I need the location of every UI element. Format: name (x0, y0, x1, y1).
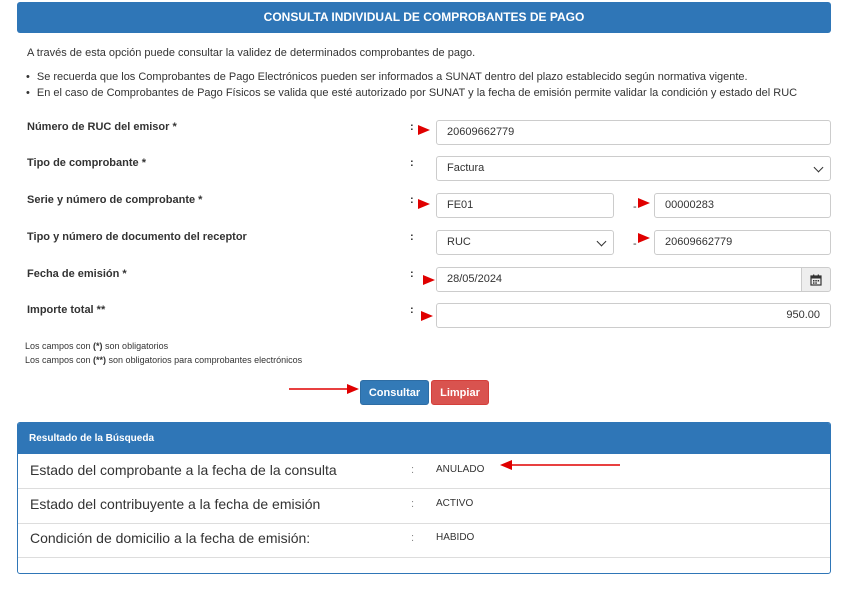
page-title: CONSULTA INDIVIDUAL DE COMPROBANTES DE PAGO (17, 2, 831, 33)
doc-receptor-colon: : (410, 231, 414, 243)
annotation-arrow-icon (421, 311, 433, 321)
annotation-arrow-icon (423, 275, 435, 285)
ruc-colon: : (410, 121, 414, 133)
result-colon: : (411, 464, 415, 476)
results-title: Resultado de la Búsqueda (18, 423, 830, 454)
serie-numero-label: Serie y número de comprobante * (27, 194, 203, 206)
result-value: HABIDO (436, 532, 475, 543)
fecha-emision-input[interactable]: 28/05/2024 (436, 267, 802, 292)
numero-documento-input[interactable]: 20609662779 (654, 230, 831, 255)
doc-receptor-label: Tipo y número de documento del receptor (27, 231, 247, 243)
note-mark: (**) (93, 355, 107, 365)
result-row (18, 523, 830, 558)
tipo-comprobante-colon: : (410, 157, 414, 169)
result-label: Condición de domicilio a la fecha de emisión: (30, 530, 311, 546)
serie-numero-colon: : (410, 194, 414, 206)
fecha-emision-label: Fecha de emisión * (27, 268, 127, 280)
result-colon: : (411, 532, 415, 544)
note-text: son obligatorios para comprobantes electrónicos (106, 355, 303, 365)
result-row (18, 454, 830, 489)
fecha-emision-colon: : (410, 268, 414, 280)
tipo-comprobante-value: Factura (447, 162, 485, 174)
result-colon: : (411, 498, 415, 510)
note-text: Los campos con (25, 341, 94, 351)
notice-list (26, 69, 797, 101)
tipo-documento-select[interactable] (436, 230, 614, 255)
serie-input[interactable]: FE01 (436, 193, 614, 218)
notice-item: • Se recuerda que los Comprobantes de Pago Electrónicos pueden ser informados a SUNAT dentro del plazo establecido según normativa vigente. (26, 69, 797, 85)
tipo-documento-value: RUC (447, 236, 471, 248)
importe-label: Importe total ** (27, 304, 106, 316)
result-value: ANULADO (436, 464, 485, 475)
required-note (25, 341, 168, 351)
intro-text: A través de esta opción puede consultar la validez de determinados comprobantes de pago. (27, 47, 476, 59)
limpiar-button[interactable]: Limpiar (431, 380, 489, 405)
result-label: Estado del comprobante a la fecha de la consulta (30, 462, 337, 478)
annotation-arrow-icon (418, 125, 430, 135)
tipo-comprobante-label: Tipo de comprobante * (27, 157, 146, 169)
result-label: Estado del contribuyente a la fecha de emisión (30, 496, 321, 512)
electronic-required-note (25, 355, 302, 365)
ruc-label: Número de RUC del emisor * (27, 121, 177, 133)
numero-comprobante-input[interactable]: 00000283 (654, 193, 831, 218)
annotation-arrow-icon (500, 459, 620, 471)
result-value: ACTIVO (436, 498, 474, 509)
annotation-arrow-icon (289, 383, 359, 395)
annotation-arrow-icon (638, 198, 650, 208)
importe-input[interactable]: 950.00 (436, 303, 831, 328)
calendar-icon (810, 274, 822, 286)
result-row (18, 489, 830, 524)
note-text: son obligatorios (102, 341, 169, 351)
tipo-comprobante-select[interactable] (436, 156, 831, 181)
note-mark: (*) (93, 341, 103, 351)
ruc-input[interactable]: 20609662779 (436, 120, 831, 145)
consultar-button[interactable]: Consultar (360, 380, 429, 405)
notice-item: • En el caso de Comprobantes de Pago Físicos se valida que esté autorizado por SUNAT y la fecha de emisión permite validar la condición y estado del RUC (26, 85, 797, 101)
serie-dash: - (633, 201, 637, 213)
results-panel (17, 422, 831, 574)
annotation-arrow-icon (638, 233, 650, 243)
importe-colon: : (410, 304, 414, 316)
doc-dash: - (633, 238, 637, 250)
note-text: Los campos con (25, 355, 94, 365)
annotation-arrow-icon (418, 199, 430, 209)
calendar-button[interactable] (801, 267, 831, 292)
